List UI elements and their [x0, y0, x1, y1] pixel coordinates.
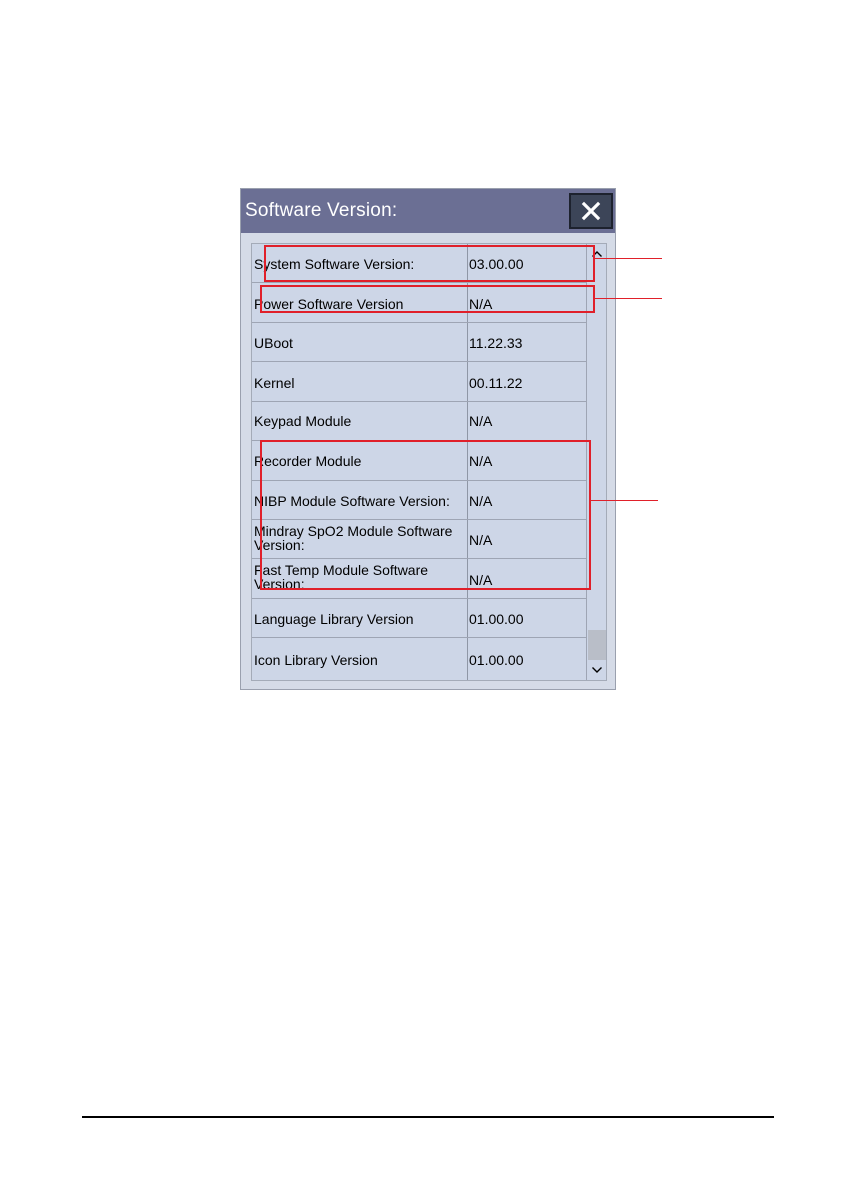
row-value: N/A	[469, 453, 493, 469]
row-label: Mindray SpO2 Module Software Version:	[254, 523, 453, 553]
table-row	[252, 599, 587, 638]
chevron-down-icon	[591, 666, 603, 674]
callout-leader-2	[595, 298, 662, 299]
scroll-down-button[interactable]	[587, 660, 607, 680]
row-value: 11.22.33	[469, 335, 523, 351]
row-label: Fast Temp Module Software Version:	[254, 562, 429, 592]
row-value: 00.11.22	[469, 375, 523, 391]
row-value: 01.00.00	[469, 652, 524, 668]
dialog-titlebar	[241, 189, 615, 233]
row-label: System Software Version:	[254, 256, 415, 272]
dialog-title: Software Version:	[245, 200, 398, 221]
footer-rule	[82, 1116, 774, 1118]
callout-leader-3	[591, 500, 658, 501]
row-label: Power Software Version	[254, 296, 404, 312]
row-value: N/A	[469, 493, 493, 509]
table-row	[252, 362, 587, 402]
row-value: N/A	[469, 296, 493, 312]
row-value: N/A	[469, 532, 493, 548]
row-value: 03.00.00	[469, 256, 524, 272]
callout-box-system-version	[264, 245, 595, 282]
close-icon	[581, 201, 601, 221]
row-label: UBoot	[254, 335, 293, 351]
table-row	[252, 323, 587, 362]
row-label: Keypad Module	[254, 413, 352, 429]
row-label: Kernel	[254, 375, 295, 391]
scroll-thumb[interactable]	[588, 630, 606, 660]
row-value: N/A	[469, 572, 493, 588]
callout-box-modules	[260, 440, 591, 590]
table-row	[252, 638, 587, 680]
close-button[interactable]	[569, 193, 613, 229]
table-row	[252, 402, 587, 441]
row-value: N/A	[469, 413, 493, 429]
callout-leader-1	[595, 258, 662, 259]
row-label: NIBP Module Software Version:	[254, 493, 450, 509]
callout-box-power-version	[260, 285, 595, 313]
row-label: Language Library Version	[254, 611, 414, 627]
row-label: Icon Library Version	[254, 652, 378, 668]
row-value: 01.00.00	[469, 611, 524, 627]
row-label: Recorder Module	[254, 453, 362, 469]
